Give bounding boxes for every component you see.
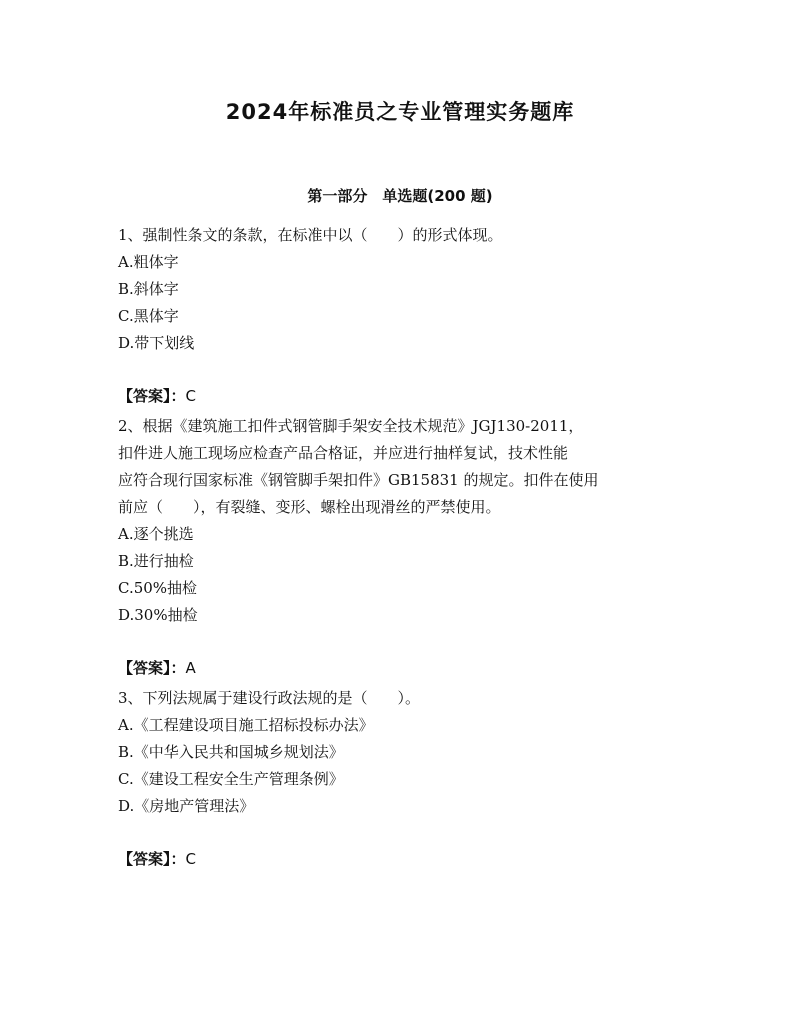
question-stem-line-4: 前应（ ），有裂缝、变形、螺栓出现滑丝的严禁使用。 [118, 498, 501, 516]
question-2 [118, 413, 688, 682]
answer-label: 【答案】： [118, 387, 186, 405]
option-b: B.《中华入民共和国城乡规划法》 [118, 743, 344, 761]
question-stem: 1、强制性条文的条款，在标准中以（ ）的形式体现。 [118, 226, 503, 244]
option-c: C.《建设工程安全生产管理条例》 [118, 770, 344, 788]
question-stem-line-2: 扣件进人施工现场应检查产品合格证，并应进行抽样复试，技术性能 [118, 444, 569, 462]
option-a: A.《工程建设项目施工招标投标办法》 [118, 716, 374, 734]
answer-value: C [185, 850, 196, 868]
option-c: C.黑体字 [118, 307, 179, 325]
question-stem: 3、下列法规属于建设行政法规的是（ ）。 [118, 689, 421, 707]
section-title: 第一部分 单选题(200 题) [307, 187, 493, 205]
option-a: A.逐个挑选 [118, 525, 194, 543]
question-3 [118, 685, 688, 873]
answer-line [118, 383, 688, 410]
answer-value: C [185, 387, 196, 405]
answer-label: 【答案】： [118, 659, 186, 677]
option-c: C.50%抽检 [118, 579, 198, 597]
question-stem-line-1: 2、根据《建筑施工扣件式钢管脚手架安全技术规范》JGJ130-2011， [118, 417, 584, 435]
option-b: B.斜体字 [118, 280, 179, 298]
answer-line [118, 846, 688, 873]
answer-label: 【答案】： [118, 850, 186, 868]
option-b: B.进行抽检 [118, 552, 194, 570]
answer-line [118, 655, 688, 682]
option-d: D.《房地产管理法》 [118, 797, 255, 815]
option-d: D.带下划线 [118, 334, 195, 352]
question-stem-line-3: 应符合现行国家标准《钢管脚手架扣件》GB15831 的规定。扣件在使用 [118, 471, 599, 489]
question-list [118, 222, 688, 873]
document-title: 2024年标准员之专业管理实务题库 [225, 100, 575, 124]
question-1 [118, 222, 688, 410]
option-a: A.粗体字 [118, 253, 179, 271]
option-d: D.30%抽检 [118, 606, 198, 624]
answer-value: A [185, 659, 196, 677]
